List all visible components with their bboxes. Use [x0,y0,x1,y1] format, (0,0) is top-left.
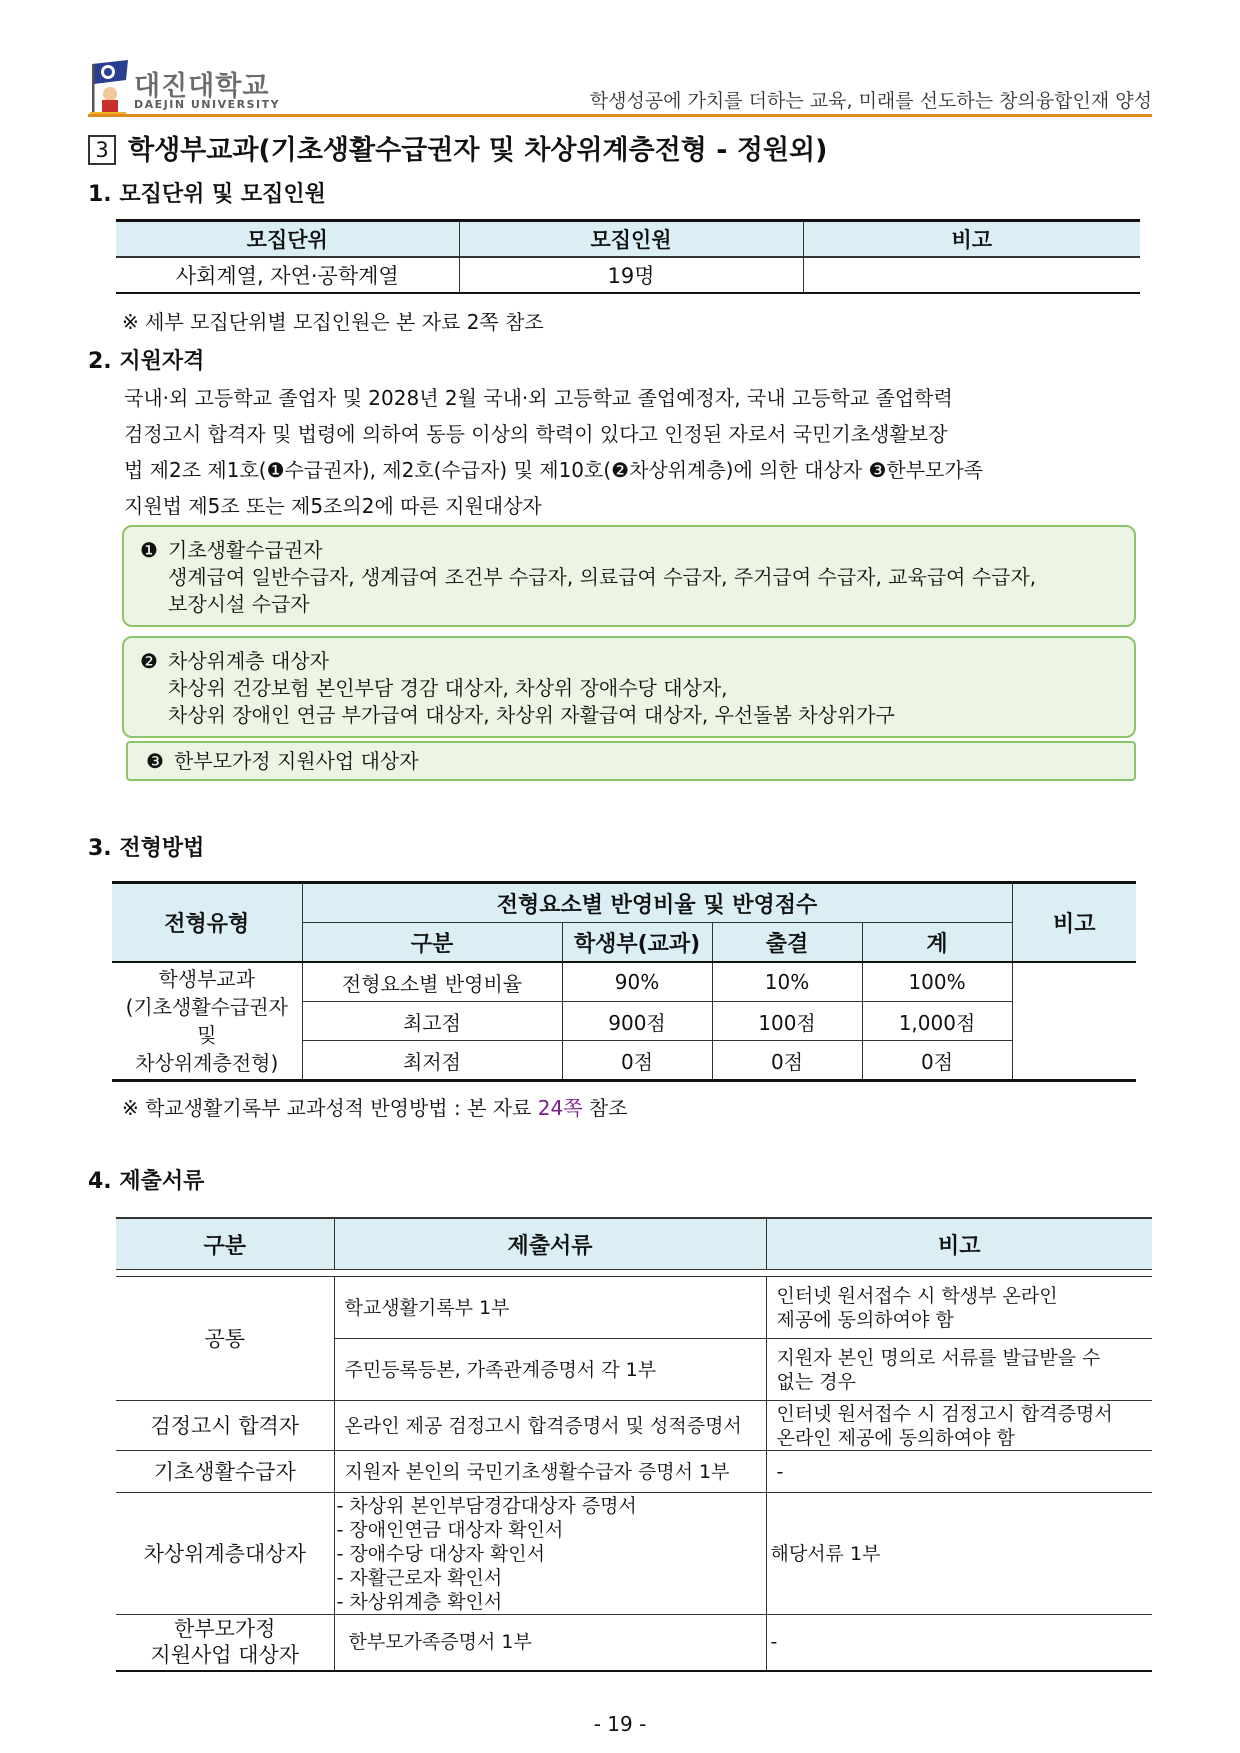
cell-remark [766,1401,1152,1451]
table-row [116,1451,1152,1493]
document-item: - 차상위 본인부담경감대상자 증명서 [336,1494,637,1517]
university-name-english: DAEJIN UNIVERSITY [134,98,281,111]
type-line: 학생부교과 [158,967,256,991]
box-title: 한부모가정 지원사업 대상자 [174,749,419,773]
remark-line: 지원자 본인 명의로 서류를 발급받을 수 [776,1346,1101,1369]
table-row [112,962,1136,1002]
box-title: 기초생활수급권자 [168,538,323,562]
selection-note-page: 24쪽 [537,1096,583,1120]
cell-school-record: 90% [562,962,712,1002]
university-name-korean: 대진대학교 [134,71,270,102]
eligibility-box-basic-livelihood [122,525,1136,627]
document-item: - 장애수당 대상자 확인서 [336,1542,546,1565]
header-attendance: 출결 [712,923,862,963]
box-line: 보장시설 수급자 [168,592,310,616]
eligibility-text [124,380,1154,524]
cell-document: 온라인 제공 검정고시 합격증명서 및 성적증명서 [334,1401,766,1451]
eligibility-box-near-poor [122,636,1136,738]
header-divider [88,114,1152,117]
cell-remark: - [766,1615,1152,1671]
cell-document-list [334,1493,766,1615]
header-count: 모집인원 [459,221,803,258]
eligibility-line: 검정고시 합격자 및 법령에 의하여 동등 이상의 학력이 있다고 인정된 자로서 국민기초생활보장 [124,422,948,446]
cell-remark [766,1339,1152,1401]
cell-category-single-parent [116,1615,334,1671]
cell-document: 학교생활기록부 1부 [334,1277,766,1339]
selection-note-prefix: ※ 학교생활기록부 교과성적 반영방법 : 본 자료 [122,1096,538,1120]
cell-category-common: 공통 [116,1277,334,1401]
section-number: 3 [88,135,116,165]
category-line: 지원사업 대상자 [150,1643,300,1668]
recruitment-note: ※ 세부 모집단위별 모집인원은 본 자료 2쪽 참조 [122,310,544,334]
cell-remark [803,257,1140,293]
cell-remark: 해당서류 1부 [766,1493,1152,1615]
type-line: 차상위계층전형) [135,1051,279,1075]
number-one-icon: ❶ [140,538,158,562]
cell-note [1012,962,1136,1081]
flag-mascot-icon [88,58,132,116]
remark-line: 온라인 제공에 동의하여야 함 [776,1426,1015,1449]
number-two-icon: ❷ [140,649,158,673]
section-title [88,128,827,167]
cell-remark: - [766,1451,1152,1493]
selection-note [122,1092,628,1121]
document-item: - 자활근로자 확인서 [336,1566,503,1589]
cell-type [112,962,302,1081]
header-category: 구분 [116,1218,334,1270]
remark-line: 없는 경우 [776,1370,856,1393]
category-line: 한부모가정 [174,1617,276,1642]
number-three-icon: ❸ [146,749,164,773]
table-row [116,257,1140,293]
selection-method-table [112,881,1136,1082]
header-documents: 제출서류 [334,1218,766,1270]
header-group: 전형요소별 반영비율 및 반영점수 [302,883,1012,923]
table-row [116,1615,1152,1671]
selection-note-suffix: 참조 [582,1096,628,1120]
header-remark: 비고 [803,221,1140,258]
cell-attendance: 100점 [712,1002,862,1041]
box-line: 차상위 건강보험 본인부담 경감 대상자, 차상위 장애수당 대상자, [168,676,728,700]
heading-eligibility: 2. 지원자격 [88,349,205,374]
cell-total: 100% [862,962,1012,1002]
cell-category-near-poor: 차상위계층대상자 [116,1493,334,1615]
university-logo [88,58,298,116]
cell-category: 최저점 [302,1041,562,1081]
cell-attendance: 10% [712,962,862,1002]
eligibility-line: 국내·외 고등학교 졸업자 및 2028년 2월 국내·외 고등학교 졸업예정자, 국내 고등학교 졸업학력 [124,386,953,410]
remark-line: 제공에 동의하여야 함 [776,1308,954,1331]
header-unit: 모집단위 [116,221,459,258]
heading-selection-method: 3. 전형방법 [88,836,205,861]
cell-document: 한부모가족증명서 1부 [334,1615,766,1671]
header-school-record: 학생부(교과) [562,923,712,963]
cell-document: 주민등록등본, 가족관계증명서 각 1부 [334,1339,766,1401]
page-number: - 19 - [593,1712,647,1736]
box-line: 차상위 장애인 연금 부가급여 대상자, 차상위 자활급여 대상자, 우선돌봄 차상위가구 [168,703,895,727]
header-note: 비고 [1012,883,1136,963]
header-slogan: 학생성공에 가치를 더하는 교육, 미래를 선도하는 창의융합인재 양성 [589,90,1152,112]
cell-category: 전형요소별 반영비율 [302,962,562,1002]
recruitment-table [116,219,1140,294]
box-line: 생계급여 일반수급자, 생계급여 조건부 수급자, 의료급여 수급자, 주거급여 수급자, 교육급여 수급자, [168,565,1037,589]
cell-remark [766,1277,1152,1339]
type-line: 및 [197,1023,217,1047]
cell-document: 지원자 본인의 국민기초생활수급자 증명서 1부 [334,1451,766,1493]
cell-school-record: 0점 [562,1041,712,1081]
cell-count: 19명 [459,257,803,293]
remark-line: 인터넷 원서접수 시 학생부 온라인 [776,1284,1058,1307]
cell-total: 1,000점 [862,1002,1012,1041]
cell-attendance: 0점 [712,1041,862,1081]
eligibility-box-single-parent [126,741,1136,781]
remark-line: 인터넷 원서접수 시 검정고시 합격증명서 [776,1402,1113,1425]
document-item: - 차상위계층 확인서 [336,1590,503,1613]
cell-category-basic: 기초생활수급자 [116,1451,334,1493]
cell-category: 최고점 [302,1002,562,1041]
documents-table [116,1217,1152,1672]
eligibility-line: 지원법 제5조 또는 제5조의2에 따른 지원대상자 [124,494,542,518]
heading-recruitment-units: 1. 모집단위 및 모집인원 [88,182,326,207]
heading-documents: 4. 제출서류 [88,1169,205,1194]
table-row [116,1493,1152,1615]
cell-unit: 사회계열, 자연·공학계열 [116,257,459,293]
type-line: (기초생활수급권자 [125,995,288,1019]
document-item: - 장애인연금 대상자 확인서 [336,1518,564,1541]
table-row [116,1277,1152,1339]
cell-total: 0점 [862,1041,1012,1081]
table-row [116,1401,1152,1451]
cell-category-ged: 검정고시 합격자 [116,1401,334,1451]
cell-school-record: 900점 [562,1002,712,1041]
header-type: 전형유형 [112,883,302,963]
eligibility-line: 법 제2조 제1호(❶수급권자), 제2호(수급자) 및 제10호(❷차상위계층)에 의한 대상자 ❸한부모가족 [124,458,984,482]
box-title: 차상위계층 대상자 [168,649,329,673]
header-remark: 비고 [766,1218,1152,1270]
section-title-text: 학생부교과(기초생활수급권자 및 차상위계층전형 - 정원외) [128,135,828,166]
header-category: 구분 [302,923,562,963]
header-total: 계 [862,923,1012,963]
